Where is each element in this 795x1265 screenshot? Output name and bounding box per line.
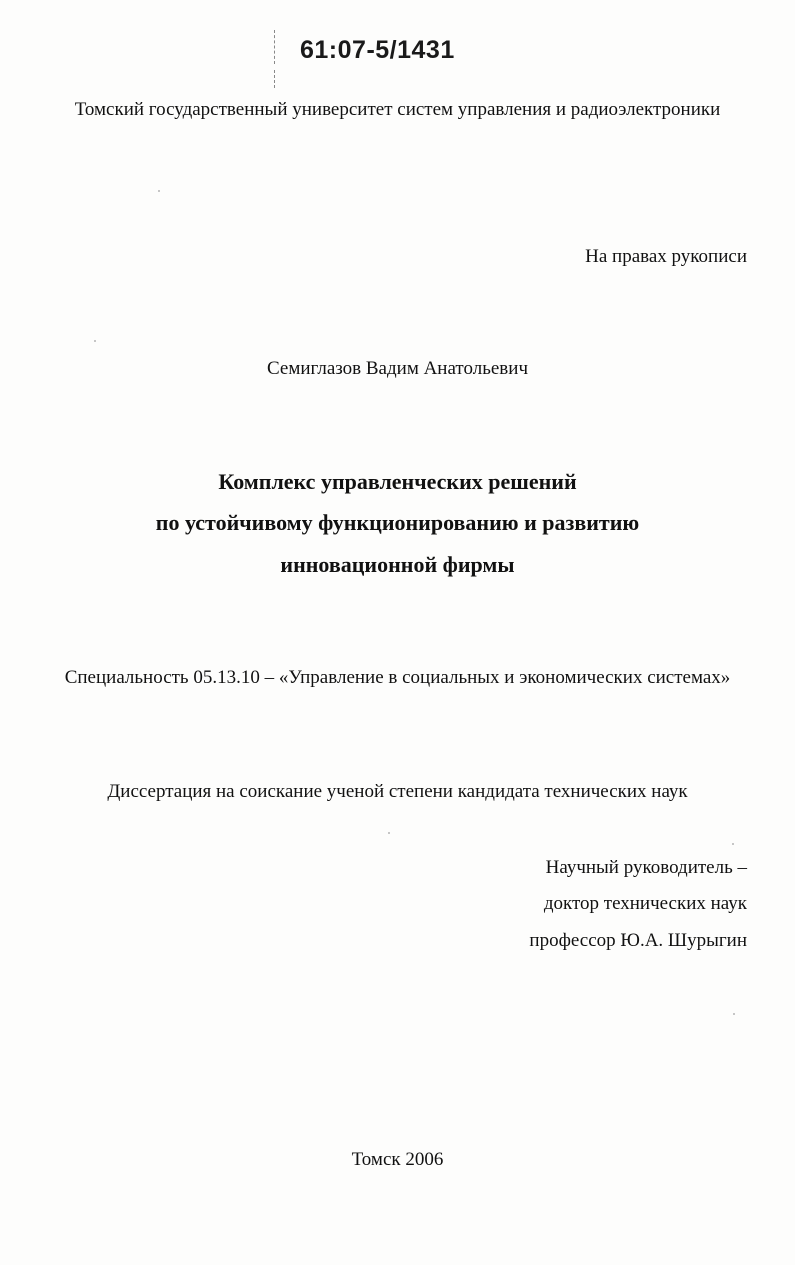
library-stamp-code: 61:07-5/1431 [300, 36, 455, 64]
place-year: Томск 2006 [351, 1149, 444, 1170]
title-line-2: по устойчивому функционированию и развитию [155, 510, 640, 535]
dissertation-line: Диссертация на соискание ученой степени кандидата технических наук [107, 781, 688, 802]
scan-margin-mark [274, 30, 275, 64]
scan-speck [732, 843, 734, 845]
title-line-1: Комплекс управленческих решений [218, 469, 577, 494]
university-name: Томский государственный университет систем управления и радиоэлектроники [74, 99, 721, 120]
scan-speck [158, 190, 160, 192]
rights-note: На правах рукописи [585, 246, 747, 267]
scan-speck [94, 340, 96, 342]
supervisor-role: Научный руководитель – [545, 857, 747, 878]
scan-speck [733, 1013, 735, 1015]
scan-speck [388, 832, 390, 834]
scan-margin-mark [274, 70, 275, 88]
title-line-3: инновационной фирмы [280, 552, 515, 577]
supervisor-name: профессор Ю.А. Шурыгин [529, 930, 747, 951]
specialty-line: Специальность 05.13.10 – «Управление в социальных и экономических системах» [64, 667, 731, 688]
supervisor-degree: доктор технических наук [543, 893, 747, 914]
author-name: Семиглазов Вадим Анатольевич [266, 358, 528, 379]
